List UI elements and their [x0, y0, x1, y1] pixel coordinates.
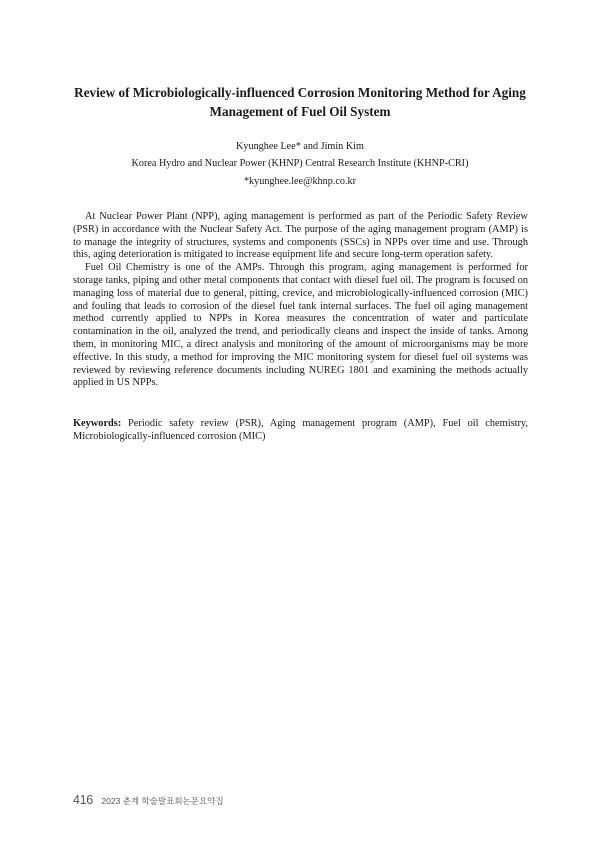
proceedings-name: 2023 춘계 학술발표회논문요약집 [101, 796, 224, 806]
author-list: Kyunghee Lee* and Jimin Kim [236, 141, 364, 152]
keywords [73, 418, 528, 444]
abstract-paragraph-1: At Nuclear Power Plant (NPP), aging management is performed as part of the Periodic Safety Review (PSR) in accordance with the Nuclear Safety Act. The purpose of the aging management program (AMP) is to manage the integrity of structures, systems and components (SSCs) in NPPs over time and use. Through this, aging deterioration is mitigated to increase equipment life and secure long-term operation safety. [73, 211, 528, 261]
abstract-paragraph-2: Fuel Oil Chemistry is one of the AMPs. Through this program, aging management is performed for storage tanks, piping and other metal components that contact with diesel fuel oil. The program is focused on managing loss of material due to general, pitting, crevice, and microbiologically-influenced corrosion (MIC) and fouling that leads to corrosion of the diesel fuel tank internal surfaces. The fuel oil aging management method currently applied to NPPs in Korea measures the concentration of water and particulate contamination in the oil, analyzed the trend, and periodically cleans and inspect the inside of tanks. Among them, in monitoring MIC, a direct analysis and monitoring of the amount of microorganisms may be more effective. In this study, a method for improving the MIC monitoring system for diesel fuel oil systems was reviewed by reviewing reference documents including NUREG 1801 and examining the methods actually applied in US NPPs. [73, 262, 528, 389]
corresponding-email: *kyunghee.lee@khnp.co.kr [243, 176, 357, 187]
abstract-body [73, 211, 528, 390]
page-number: 416 [73, 793, 93, 807]
paper-title: Review of Microbiologically-influenced Corrosion Monitoring Method for Aging Management of Fuel Oil System [74, 85, 526, 119]
page-footer [73, 791, 224, 809]
keywords-label: Keywords: [73, 418, 122, 429]
affiliation: Korea Hydro and Nuclear Power (KHNP) Central Research Institute (KHNP-CRI) [131, 158, 469, 169]
keywords-text: Periodic safety review (PSR), Aging management program (AMP), Fuel oil chemistry, Microbiologically-influenced corrosion (MIC) [73, 418, 528, 442]
